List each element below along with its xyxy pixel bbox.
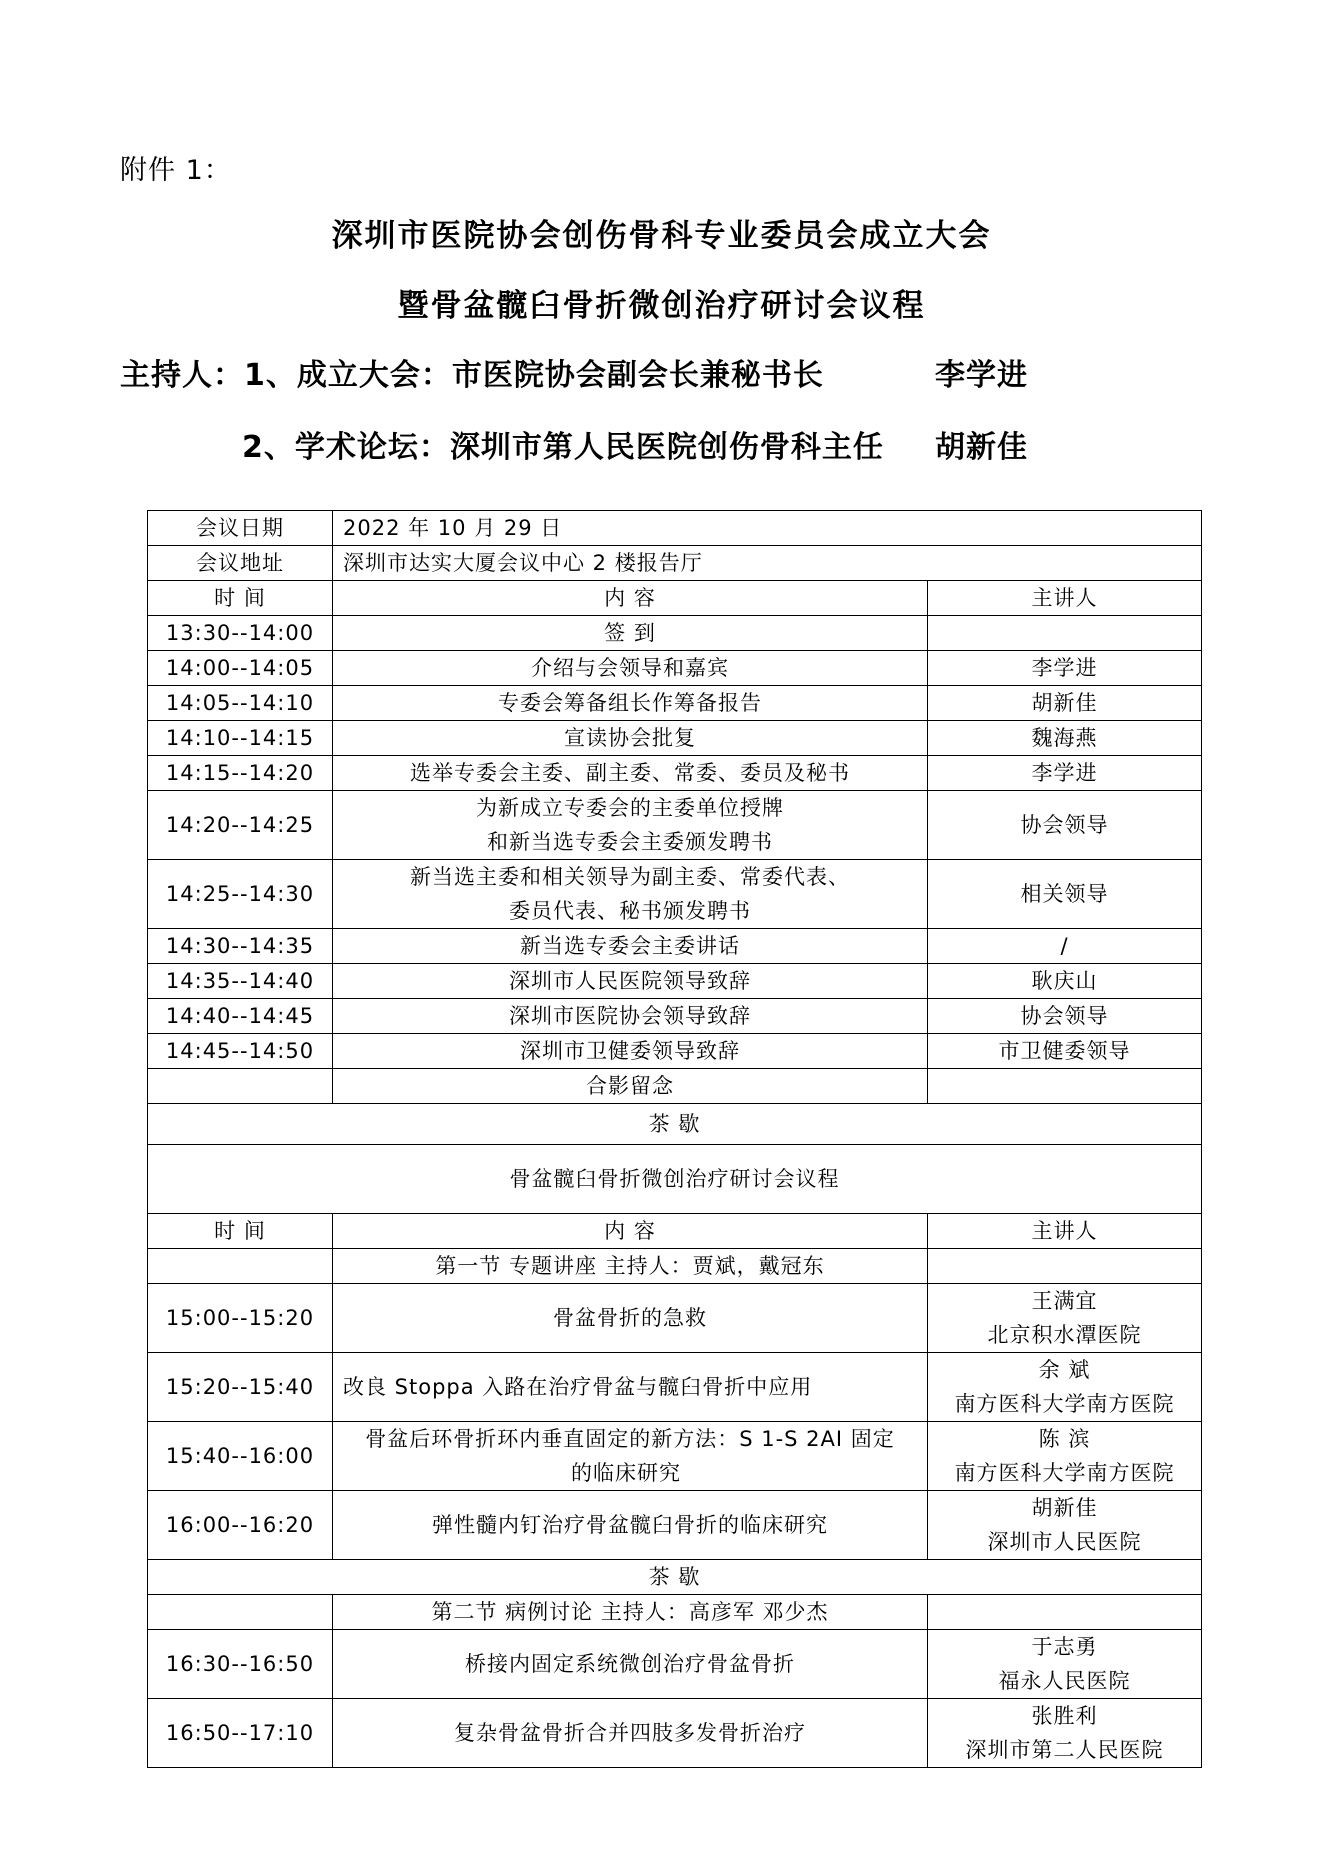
- section-2-title: 第二节 病例讨论 主持人：高彦军 邓少杰: [333, 1595, 928, 1630]
- row-speaker: [928, 616, 1202, 651]
- speaker-org: 南方医科大学南方医院: [954, 1392, 1175, 1416]
- row-speaker: 胡新佳: [928, 686, 1202, 721]
- row-time: 15:20--15:40: [148, 1353, 333, 1422]
- header-time: 时 间: [148, 1214, 333, 1249]
- section-1-time-empty: [148, 1249, 333, 1284]
- meeting-date-row: [148, 511, 1202, 546]
- section-1-speaker-empty: [928, 1249, 1202, 1284]
- row-speaker: [928, 1491, 1202, 1560]
- host-name-2: 胡新佳: [935, 430, 1028, 465]
- row-content: 弹性髓内钉治疗骨盆髋臼骨折的临床研究: [333, 1491, 928, 1560]
- section-1-title: 第一节 专题讲座 主持人：贾斌，戴冠东: [333, 1249, 928, 1284]
- row-speaker: [928, 1353, 1202, 1422]
- row-content: 专委会筹备组长作筹备报告: [333, 686, 928, 721]
- row-time: 14:00--14:05: [148, 651, 333, 686]
- meeting-place-row: [148, 546, 1202, 581]
- tea-break-label: 茶 歇: [148, 1104, 1202, 1145]
- tea-break-label-2: 茶 歇: [148, 1560, 1202, 1595]
- row-content: 合影留念: [333, 1069, 928, 1104]
- table-row: [148, 791, 1202, 860]
- row-content-line-2: 的临床研究: [571, 1461, 681, 1485]
- table-row: [148, 1491, 1202, 1560]
- table-row: [148, 616, 1202, 651]
- document-subtitle: 暨骨盆髋臼骨折微创治疗研讨会议程: [397, 288, 926, 324]
- header-speaker: 主讲人: [928, 581, 1202, 616]
- row-time: 15:00--15:20: [148, 1284, 333, 1353]
- row-content-line-2: 委员代表、秘书颁发聘书: [509, 899, 751, 923]
- host-line-2: 2、学术论坛：深圳市第人民医院创伤骨科主任: [242, 430, 884, 465]
- table-row: [148, 929, 1202, 964]
- host-name-1: 李学进: [935, 358, 1028, 393]
- meeting-date-label: 会议日期: [148, 511, 333, 546]
- row-speaker: 市卫健委领导: [928, 1034, 1202, 1069]
- row-speaker: [928, 1284, 1202, 1353]
- speaker-name: 陈 滨: [1038, 1427, 1091, 1451]
- row-content: 宣读协会批复: [333, 721, 928, 756]
- row-time: [148, 1069, 333, 1104]
- row-content: 介绍与会领导和嘉宾: [333, 651, 928, 686]
- row-time: 14:05--14:10: [148, 686, 333, 721]
- row-content: 深圳市卫健委领导致辞: [333, 1034, 928, 1069]
- row-content-line-1: 骨盆后环骨折环内垂直固定的新方法：S 1-S 2AI 固定: [365, 1427, 895, 1451]
- row-time: 16:50--17:10: [148, 1699, 333, 1768]
- row-speaker: /: [928, 929, 1202, 964]
- row-content: [333, 1422, 928, 1491]
- row-content: 改良 Stoppa 入路在治疗骨盆与髋臼骨折中应用: [333, 1353, 928, 1422]
- attachment-label: 附件 1：: [120, 155, 232, 186]
- speaker-org: 北京积水潭医院: [987, 1323, 1142, 1347]
- row-time: 14:35--14:40: [148, 964, 333, 999]
- row-content: 深圳市医院协会领导致辞: [333, 999, 928, 1034]
- speaker-name: 王满宜: [1031, 1289, 1098, 1313]
- speaker-org: 福永人民医院: [998, 1669, 1131, 1693]
- speaker-org: 南方医科大学南方医院: [954, 1461, 1175, 1485]
- agenda-table: [147, 510, 1202, 1768]
- table-row: [148, 756, 1202, 791]
- header-speaker: 主讲人: [928, 1214, 1202, 1249]
- row-content-line-1: 为新成立专委会的主委单位授牌: [476, 796, 784, 820]
- row-content: 复杂骨盆骨折合并四肢多发骨折治疗: [333, 1699, 928, 1768]
- section-2-time-empty: [148, 1595, 333, 1630]
- meeting-place-value: 深圳市达实大厦会议中心 2 楼报告厅: [333, 546, 1202, 581]
- row-speaker: 李学进: [928, 651, 1202, 686]
- table-row: [148, 999, 1202, 1034]
- table-row: [148, 686, 1202, 721]
- symposium-title-row: [148, 1145, 1202, 1214]
- table-header-row-2: [148, 1214, 1202, 1249]
- row-speaker: [928, 1699, 1202, 1768]
- tea-break-row-2: [148, 1560, 1202, 1595]
- row-time: 14:30--14:35: [148, 929, 333, 964]
- tea-break-row: [148, 1104, 1202, 1145]
- row-speaker: [928, 1069, 1202, 1104]
- table-header-row: [148, 581, 1202, 616]
- table-row: [148, 1699, 1202, 1768]
- row-content-line-2: 和新当选专委会主委颁发聘书: [487, 830, 773, 854]
- row-speaker: 相关领导: [928, 860, 1202, 929]
- speaker-name: 张胜利: [1031, 1704, 1098, 1728]
- row-speaker: [928, 1630, 1202, 1699]
- row-speaker: [928, 1422, 1202, 1491]
- row-time: 14:10--14:15: [148, 721, 333, 756]
- row-content: [333, 860, 928, 929]
- row-content-line-1: 新当选主委和相关领导为副主委、常委代表、: [410, 865, 850, 889]
- row-time: 13:30--14:00: [148, 616, 333, 651]
- speaker-name: 于志勇: [1031, 1635, 1098, 1659]
- row-speaker: 魏海燕: [928, 721, 1202, 756]
- row-speaker: 耿庆山: [928, 964, 1202, 999]
- speaker-name: 余 斌: [1038, 1358, 1091, 1382]
- row-time: 15:40--16:00: [148, 1422, 333, 1491]
- row-speaker: 李学进: [928, 756, 1202, 791]
- speaker-org: 深圳市人民医院: [987, 1530, 1142, 1554]
- meeting-date-value: 2022 年 10 月 29 日: [333, 511, 1202, 546]
- section-1-row: [148, 1249, 1202, 1284]
- row-time: 14:45--14:50: [148, 1034, 333, 1069]
- table-row: [148, 1630, 1202, 1699]
- row-time: 16:00--16:20: [148, 1491, 333, 1560]
- meeting-place-label: 会议地址: [148, 546, 333, 581]
- row-content: 选举专委会主委、副主委、常委、委员及秘书: [333, 756, 928, 791]
- table-row: [148, 721, 1202, 756]
- section-2-speaker-empty: [928, 1595, 1202, 1630]
- row-speaker: 协会领导: [928, 999, 1202, 1034]
- table-row: [148, 1422, 1202, 1491]
- host-line-1: 主持人：1、成立大会：市医院协会副会长兼秘书长: [120, 358, 824, 393]
- table-row: [148, 1284, 1202, 1353]
- row-time: 14:15--14:20: [148, 756, 333, 791]
- header-time: 时 间: [148, 581, 333, 616]
- row-content: 桥接内固定系统微创治疗骨盆骨折: [333, 1630, 928, 1699]
- document-title: 深圳市医院协会创伤骨科专业委员会成立大会: [331, 218, 992, 254]
- table-row: [148, 1034, 1202, 1069]
- speaker-name: 胡新佳: [1031, 1496, 1098, 1520]
- table-row: [148, 1069, 1202, 1104]
- row-content: [333, 791, 928, 860]
- table-row: [148, 1353, 1202, 1422]
- symposium-title: 骨盆髋臼骨折微创治疗研讨会议程: [148, 1145, 1202, 1214]
- row-time: 16:30--16:50: [148, 1630, 333, 1699]
- row-content: 新当选专委会主委讲话: [333, 929, 928, 964]
- row-content: 骨盆骨折的急救: [333, 1284, 928, 1353]
- speaker-org: 深圳市第二人民医院: [965, 1738, 1164, 1762]
- row-time: 14:20--14:25: [148, 791, 333, 860]
- row-time: 14:25--14:30: [148, 860, 333, 929]
- table-row: [148, 651, 1202, 686]
- header-content: 内 容: [333, 581, 928, 616]
- row-time: 14:40--14:45: [148, 999, 333, 1034]
- header-content: 内 容: [333, 1214, 928, 1249]
- row-content: 深圳市人民医院领导致辞: [333, 964, 928, 999]
- table-row: [148, 964, 1202, 999]
- section-2-row: [148, 1595, 1202, 1630]
- row-content: 签 到: [333, 616, 928, 651]
- table-row: [148, 860, 1202, 929]
- row-speaker: 协会领导: [928, 791, 1202, 860]
